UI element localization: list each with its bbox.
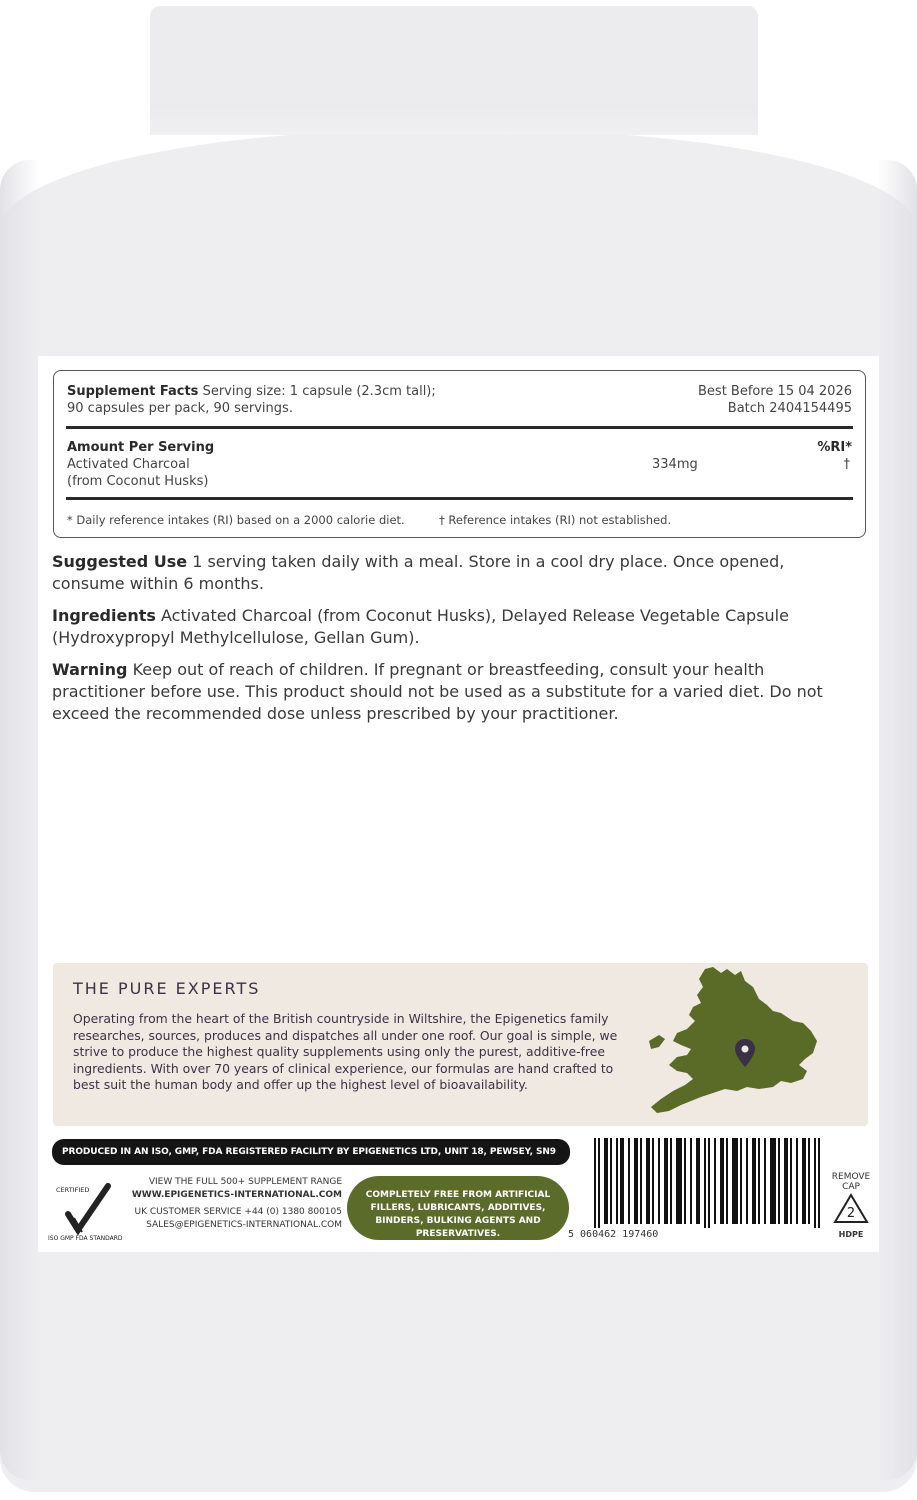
experts-body: Operating from the heart of the British countryside in Wiltshire, the Epigenetics family researches, sources, produces and dispatches all under one roof. Our goal is simple, we strive to produce the highest quality supplements using only the purest, additive-free ingredients. With over 70 years of clinical experience, our formulas are hand crafted to best suit the human body and offer up the highest level of bioavailability. bbox=[73, 1011, 618, 1092]
customer-service: UK CUSTOMER SERVICE +44 (0) 1380 800105 bbox=[134, 1207, 342, 1217]
facts-divider-bottom bbox=[66, 497, 853, 500]
bottle-shade-right bbox=[877, 160, 917, 1480]
suggested-use-heading: Suggested Use bbox=[52, 552, 188, 571]
footnote-dagger: † Reference intakes (RI) not established. bbox=[439, 513, 672, 527]
warning-heading: Warning bbox=[52, 660, 128, 679]
contact-info bbox=[130, 1176, 342, 1232]
ingredients-text: Activated Charcoal (from Coconut Husks), Delayed Release Vegetable Capsule (Hydroxypropyl Methylcellulose, Gellan Gum). bbox=[52, 606, 789, 647]
facts-title: Supplement Facts bbox=[67, 384, 199, 399]
barcode-number: 5 060462 197460 bbox=[568, 1229, 659, 1240]
uk-map-icon bbox=[647, 965, 823, 1117]
recycle-material: HDPE bbox=[838, 1230, 864, 1239]
ingredients bbox=[52, 605, 862, 649]
amount-header bbox=[67, 439, 214, 456]
ingredient-ri: † bbox=[843, 457, 850, 472]
email-link[interactable]: SALES@EPIGENETICS-INTERNATIONAL.COM bbox=[146, 1220, 342, 1230]
footnote-ri: * Daily reference intakes (RI) based on a 2000 calorie diet. bbox=[67, 513, 405, 527]
warning bbox=[52, 659, 862, 725]
warning-text: Keep out of reach of children. If pregnant or breastfeeding, consult your health practitioner before use. This product should not be used as a substitute for a varied diet. Do not exceed the recommended dose unless prescribed by your practitioner. bbox=[52, 660, 823, 723]
suggested-use-text: 1 serving taken daily with a meal. Store in a cool dry place. Once opened, consume within 6 months. bbox=[52, 552, 785, 593]
best-before: Best Before 15 04 2026 bbox=[698, 384, 852, 399]
ri-header-label: %RI* bbox=[817, 440, 852, 455]
range-line: VIEW THE FULL 500+ SUPPLEMENT RANGE bbox=[148, 1177, 342, 1187]
bottle-shade-left bbox=[0, 160, 40, 1480]
ingredient-name: Activated Charcoal bbox=[67, 457, 190, 472]
ingredient-source: (from Coconut Husks) bbox=[67, 474, 209, 489]
cert-bottom-text: ISO GMP FDA STANDARD bbox=[48, 1235, 123, 1242]
facts-divider-top bbox=[66, 426, 853, 429]
cert-top-text: CERTIFIED bbox=[56, 1186, 90, 1194]
supplement-facts-panel bbox=[53, 370, 866, 538]
recycle-icon bbox=[831, 1192, 871, 1226]
suggested-use bbox=[52, 551, 862, 595]
bottle-cap bbox=[150, 6, 758, 104]
remove-cap-text: REMOVE CAP bbox=[831, 1172, 871, 1192]
pure-experts-panel bbox=[53, 963, 868, 1126]
amount-header-label: Amount Per Serving bbox=[67, 440, 215, 455]
ingredient-amount: 334mg bbox=[652, 457, 698, 472]
ingredients-heading: Ingredients bbox=[52, 606, 156, 625]
website-link[interactable]: WWW.EPIGENETICS-INTERNATIONAL.COM bbox=[131, 1190, 342, 1200]
experts-title: THE PURE EXPERTS bbox=[73, 979, 261, 998]
facility-banner: PRODUCED IN AN ISO, GMP, FDA REGISTERED FACILITY BY EPIGENETICS LTD, UNIT 18, PEWSEY, SN9 6NL, UK. bbox=[52, 1139, 570, 1165]
recycle-number: 2 bbox=[846, 1206, 856, 1221]
bottle-shoulder bbox=[0, 130, 917, 310]
serving-size: Serving size: 1 capsule (2.3cm tall); bbox=[202, 384, 436, 399]
certified-badge-icon bbox=[46, 1178, 132, 1244]
ri-header bbox=[817, 439, 852, 456]
recycle-symbol bbox=[826, 1172, 876, 1248]
batch-number: Batch 2404154495 bbox=[727, 401, 852, 416]
free-from-badge: COMPLETELY FREE FROM ARTIFICIAL FILLERS, LUBRICANTS, ADDITIVES, BINDERS, BULKING AGENTS AND PRESERVATIVES. bbox=[347, 1176, 569, 1240]
barcode-icon bbox=[592, 1138, 822, 1228]
servings-per-pack: 90 capsules per pack, 90 servings. bbox=[67, 401, 293, 416]
facts-header-line1 bbox=[67, 383, 436, 400]
